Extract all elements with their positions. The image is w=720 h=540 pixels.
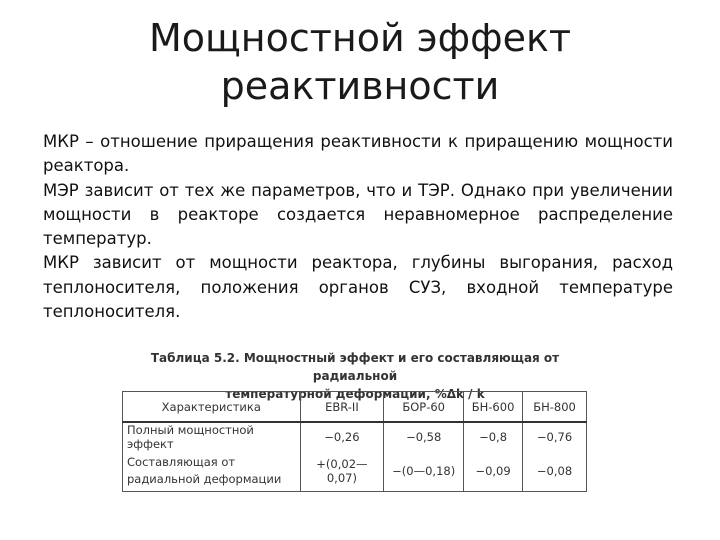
table-row [123, 422, 587, 451]
power-effect-table [122, 391, 587, 492]
header-bn800: БН-800 [523, 392, 587, 423]
header-bn600: БН-600 [464, 392, 523, 423]
title-line-1: Мощностной эффект [148, 16, 572, 60]
header-characteristic: Характеристика [123, 392, 301, 423]
cell-value: −0,76 [523, 422, 587, 451]
paragraph-mer-dependence: МЭР зависит от тех же параметров, что и ТЭР. Однако при увеличении мощности в реакторе создается неравномерное распределение температур. [43, 180, 673, 249]
paragraph-mkr-definition: МКР – отношение приращения реактивности к приращению мощности реактора. [43, 132, 673, 176]
cell-value: −0,26 [300, 422, 384, 451]
table-header-row [123, 392, 587, 423]
row-label-radial-component: Составляющая от радиальной деформации [123, 451, 301, 492]
page-title [0, 14, 720, 110]
cell-value: −(0—0,18) [384, 451, 464, 492]
table-row [123, 451, 587, 492]
cell-value: −0,8 [464, 422, 523, 451]
cell-value: +(0,02—0,07) [300, 451, 384, 492]
body-text [43, 130, 673, 324]
cell-value: −0,09 [464, 451, 523, 492]
cell-value: −0,08 [523, 451, 587, 492]
title-line-2: реактивности [220, 64, 500, 108]
row-label-full-effect: Полный мощностной эффект [123, 422, 301, 451]
cell-value: −0,58 [384, 422, 464, 451]
paragraph-mkr-factors: МКР зависит от мощности реактора, глубины выгорания, расход теплоносителя, положения органов СУЗ, входной температуре теплоносителя. [43, 253, 673, 322]
table-caption-line-2: температурной деформации, %Δk / k [225, 387, 485, 401]
header-bor60: БОР-60 [384, 392, 464, 423]
header-ebr2: EBR-II [300, 392, 384, 423]
table-caption-line-1: Таблица 5.2. Мощностный эффект и его составляющая от радиальной [150, 351, 560, 383]
